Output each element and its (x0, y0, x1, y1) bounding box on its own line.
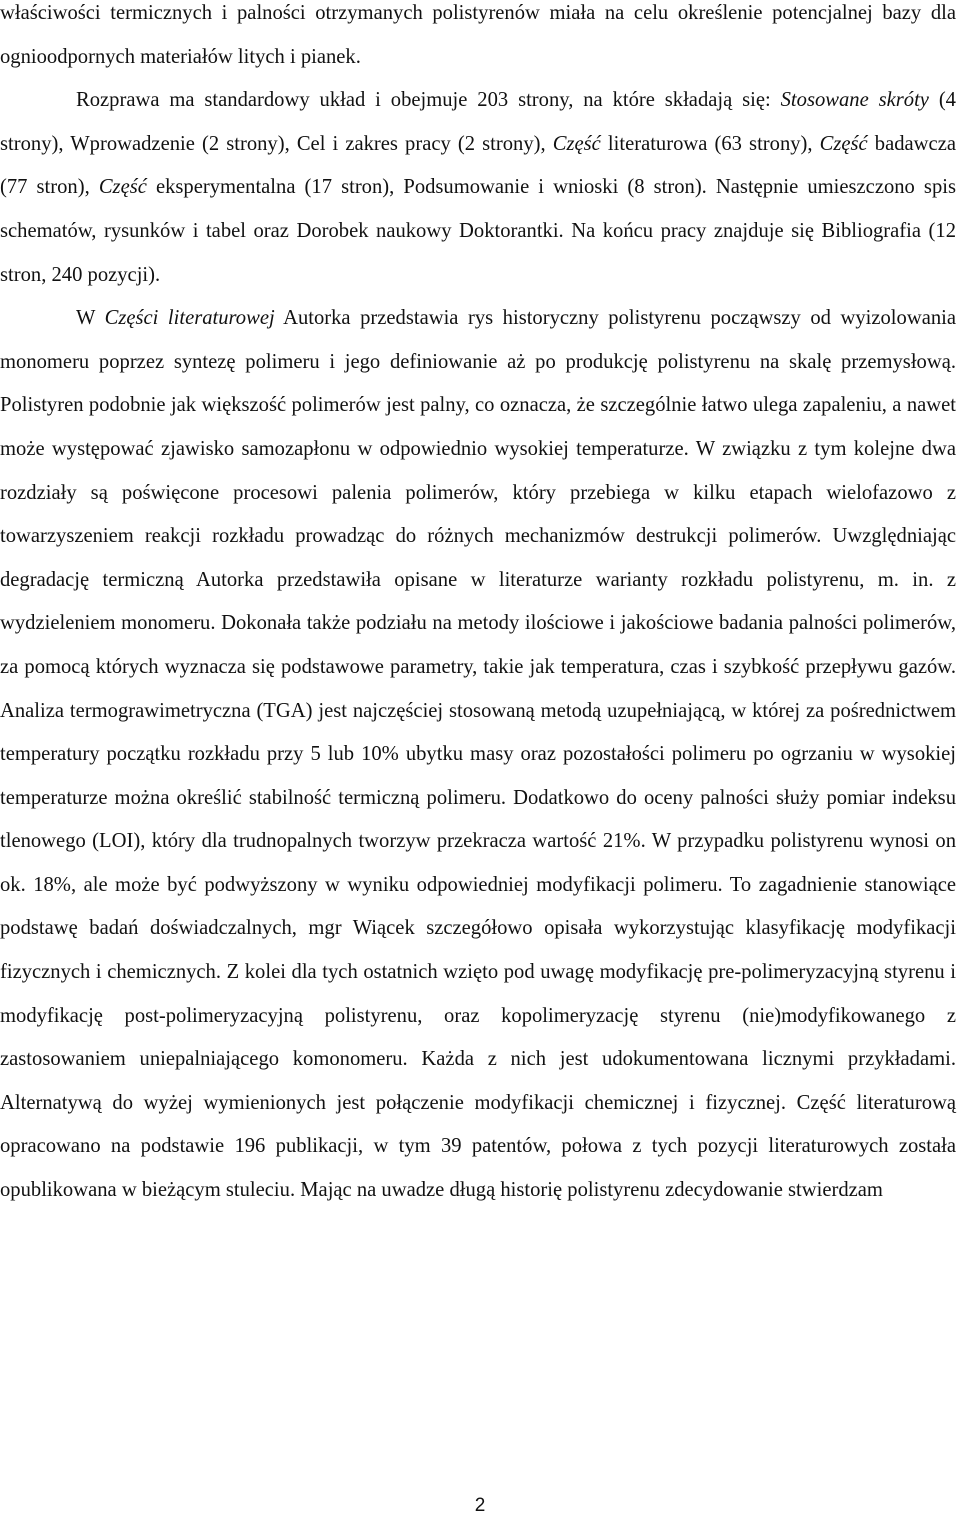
paragraph-1 (0, 0, 956, 79)
text-run: W (76, 307, 105, 330)
italic-run: Część (819, 132, 868, 155)
paragraph-2 (0, 79, 956, 297)
italic-run: Część (552, 132, 601, 155)
italic-run: Część (98, 176, 147, 199)
paragraph-3 (0, 297, 956, 1212)
text-run: badawcza (77 stron), (0, 132, 956, 199)
text-run: Rozprawa ma standardowy układ i obejmuje 203 strony, na które składają się: (76, 89, 781, 112)
italic-run: Stosowane skróty (780, 89, 929, 112)
text-run: eksperymentalna (17 stron), Podsumowanie i wnioski (8 stron). Następnie umieszczono spis schematów, rysunków i tabel oraz Dorobek naukowy Doktorantki. Na końcu pracy znajduje się Bibliografia (12 stron, 240 pozycji). (0, 176, 956, 286)
paragraph-1-text: właściwości termicznych i palności otrzymanych polistyrenów miała na celu określenie potencjalnej bazy dla ognioodpornych materiałów litych i pianek. (0, 2, 956, 68)
text-run: (4 strony), Wprowadzenie (2 strony), Cel i zakres pracy (2 strony), (0, 89, 956, 155)
text-run: Autorka przedstawia rys historyczny polistyrenu począwszy od wyizolowania monomeru poprzez syntezę polimeru i jego definiowanie aż po produkcję polistyrenu na skalę przemysłową. Polistyren podobnie jak większość polimerów jest palny, co oznacza, że szczególnie łatwo ulega zapaleniu, a nawet może występować zjawisko samozapłonu w odpowiednio wysokiej temperaturze. W związku z tym kolejne dwa rozdziały są poświęcone procesowi palenia polimerów, który przebiega w kilku etapach wielofazowo z towarzyszeniem reakcji rozkładu prowadząc do różnych mechanizmów destrukcji polimerów. Uwzględniając degradację termiczną Autorka przedstawiła opisane w literaturze warianty rozkładu polistyrenu, m. in. z wydzieleniem monomeru. Dokonała także podziału na metody ilościowe i jakościowe badania palności polimerów, za pomocą których wyznacza się podstawowe parametry, takie jak temperatura, czas i szybkość przepływu gazów. Analiza termograwimetryczna (TGA) jest najczęściej stosowaną metodą uzupełniającą, w której za pośrednictwem temperatury początku rozkładu przy 5 lub 10% ubytku masy oraz pozostałości polimeru po ogrzaniu w wysokiej temperaturze można określić stabilność termiczną polimeru. Dodatkowo do oceny palności służy pomiar indeksu tlenowego (LOI), który dla trudnopalnych tworzyw przekracza wartość 21%. W przypadku polistyrenu wynosi on ok. 18%, ale może być podwyższony w wyniku odpowiedniej modyfikacji polimeru. To zagadnienie stanowiące podstawę badań doświadczalnych, mgr Wiącek szczegółowo opisała wykorzystując klasyfikację modyfikacji fizycznych i chemicznych. Z kolei dla tych ostatnich wzięto pod uwagę modyfikację pre-polimeryzacyjną styrenu i modyfikację post-polimeryzacyjną polistyrenu, oraz kopolimeryzację styrenu (nie)modyfikowanego z zastosowaniem uniepalniającego komonomeru. Każda z nich jest udokumentowana licznymi przykładami. Alternatywą do wyżej wymienionych jest połączenie modyfikacji chemicznej i fizycznej. Część literaturową opracowano na podstawie 196 publikacji, w tym 39 patentów, połowa z tych pozycji literaturowych została opublikowana w bieżącym stuleciu. Mając na uwadze długą historię polistyrenu zdecydowanie stwierdzam (0, 307, 956, 1202)
text-run: literaturowa (63 strony), (600, 132, 820, 155)
page-number: 2 (474, 1495, 486, 1516)
italic-run: Części literaturowej (104, 307, 275, 330)
